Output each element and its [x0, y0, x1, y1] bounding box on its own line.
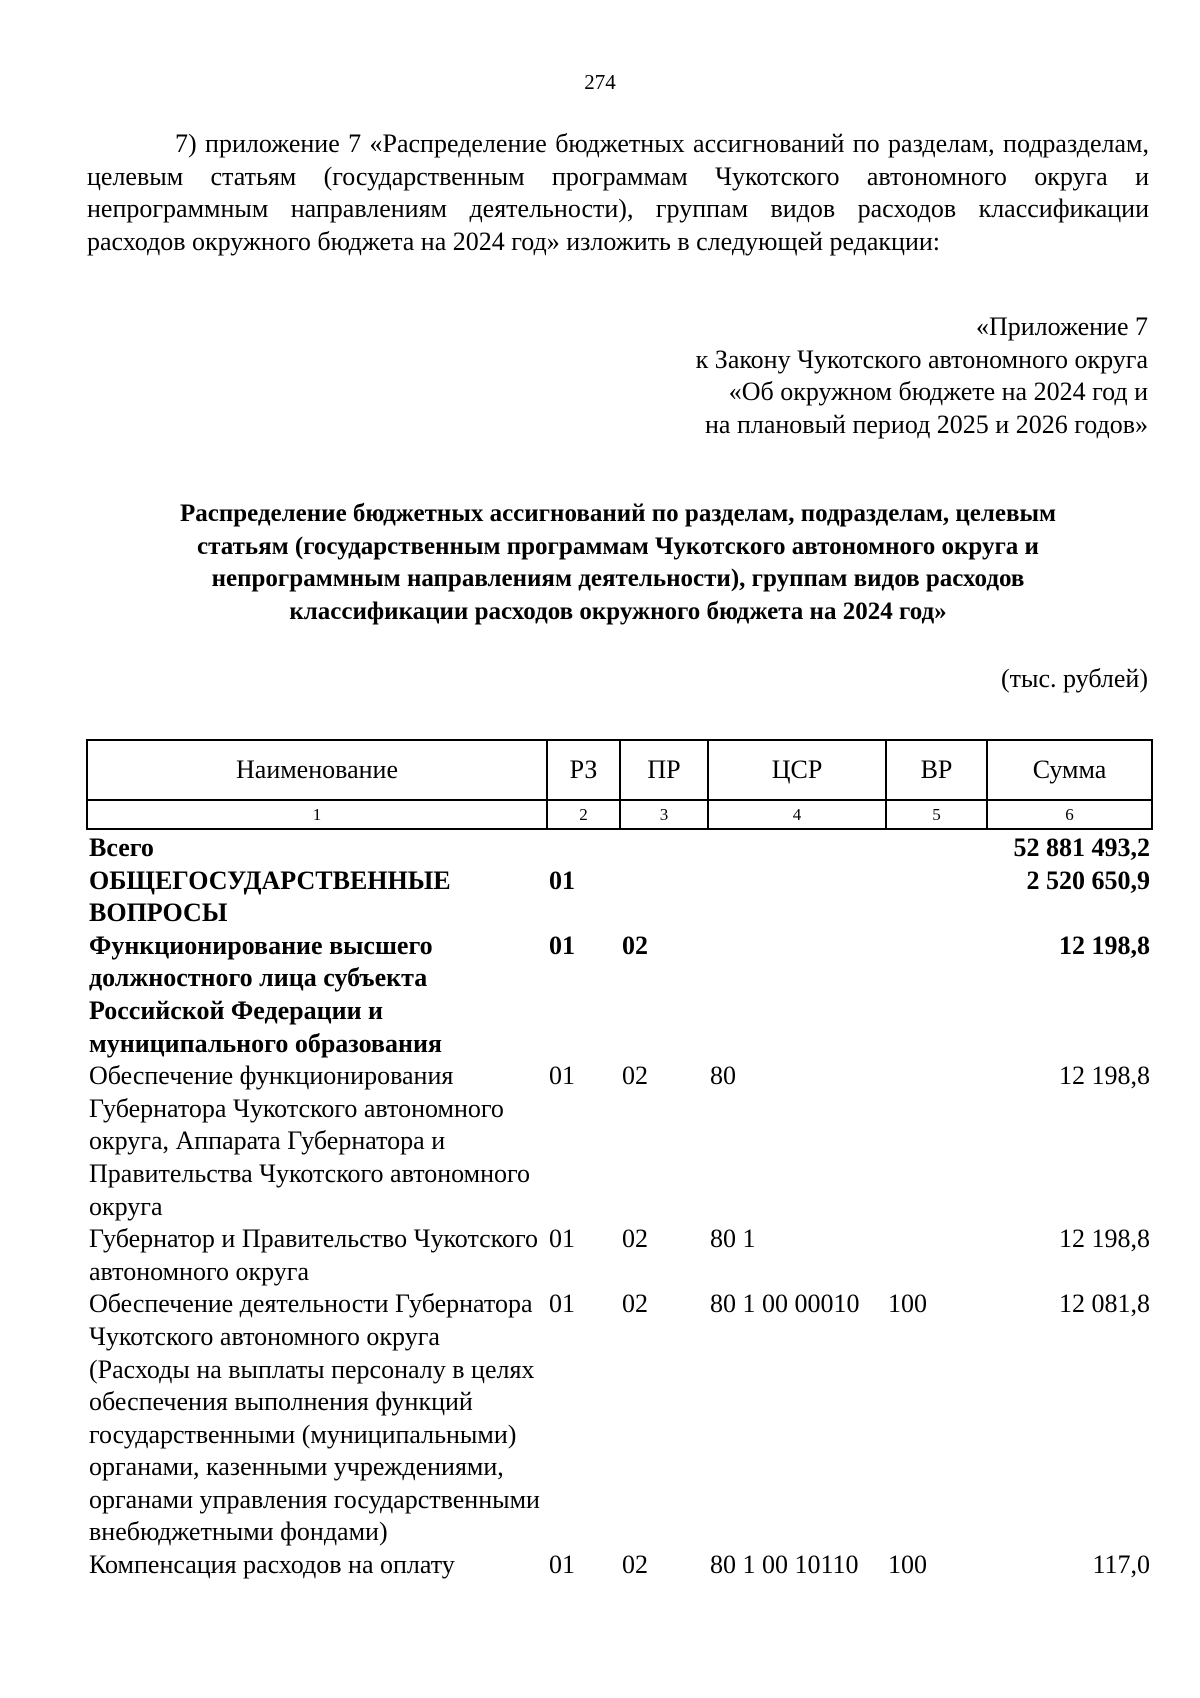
row-vr: 100 [888, 1550, 927, 1580]
row-name: Всего [89, 833, 154, 862]
appendix-ref-line: «Об окружном бюджете на 2024 год и [728, 377, 1148, 406]
document-title [87, 498, 1149, 628]
row-pr: 02 [622, 1061, 648, 1091]
row-name: Губернатор и Правительство Чукотского автономного округа [89, 1224, 538, 1286]
row-pr: 02 [622, 1224, 648, 1254]
row-csr [708, 865, 886, 930]
page-number: 274 [584, 70, 616, 94]
row-sum: 12 198,8 [1059, 930, 1150, 960]
column-number: 4 [708, 800, 886, 829]
column-number-row [87, 800, 1152, 829]
row-sum: 12 081,8 [1059, 1289, 1150, 1319]
row-pr [620, 829, 708, 865]
row-rz: 01 [549, 1061, 575, 1091]
row-vr [886, 930, 987, 1060]
table-row [87, 1060, 1152, 1223]
row-csr [708, 829, 886, 865]
row-vr [886, 829, 987, 865]
row-name: Обеспечение функционирования Губернатора Чукотского автономного округа, Аппарата Губернатора и Правительства Чукотского автономного округа [89, 1061, 531, 1221]
table-header-row [87, 740, 1152, 800]
table-row [87, 865, 1152, 930]
row-name: Функционирование высшего должностного лица субъекта Российской Федерации и муниципального образования [89, 930, 442, 1058]
title-line: непрограммным направлениям деятельности), группам видов расходов [211, 565, 1025, 592]
row-pr [620, 865, 708, 930]
row-pr: 02 [622, 930, 648, 960]
row-rz: 01 [549, 865, 575, 895]
table-row [87, 829, 1152, 865]
row-csr: 80 [710, 1061, 736, 1091]
header-name: Наименование [87, 740, 547, 800]
row-sum: 12 198,8 [1059, 1061, 1150, 1091]
row-name: Компенсация расходов на оплату [89, 1550, 455, 1580]
row-sum: 12 198,8 [1059, 1224, 1150, 1254]
row-rz: 01 [549, 930, 575, 960]
appendix-ref-line: к Закону Чукотского автономного округа [695, 344, 1148, 374]
title-line: Распределение бюджетных ассигнований по разделам, подразделам, целевым [179, 500, 1057, 527]
header-pr: ПР [620, 740, 708, 800]
row-csr [708, 930, 886, 1060]
column-number: 1 [87, 800, 547, 829]
row-rz [547, 829, 620, 865]
row-name: Обеспечение деятельности Губернатора Чукотского автономного округа (Расходы на выплаты персоналу в целях обеспечения выполнения функций государственными (муниципальными) органами, казенными учреждениями, органами управления государственными внебюджетными фондами) [89, 1289, 540, 1547]
title-line: статьям (государственным программам Чукотского автономного округа и [197, 532, 1039, 560]
row-rz: 01 [549, 1224, 575, 1254]
header-csr: ЦСР [708, 740, 886, 800]
row-rz: 01 [549, 1550, 575, 1580]
budget-table [86, 739, 1153, 1582]
row-pr: 02 [622, 1550, 648, 1580]
column-number: 5 [886, 800, 987, 829]
column-number: 2 [547, 800, 620, 829]
row-vr [886, 1223, 987, 1288]
header-sum: Сумма [987, 740, 1152, 800]
header-rz: РЗ [547, 740, 620, 800]
row-csr: 80 1 00 00010 [710, 1289, 860, 1319]
table-row [87, 1288, 1152, 1549]
row-rz: 01 [549, 1289, 575, 1319]
appendix-ref-line: «Приложение 7 [975, 312, 1148, 341]
row-csr: 80 1 [710, 1224, 756, 1254]
row-csr: 80 1 00 10110 [710, 1550, 859, 1580]
units-label: (тыс. рублей) [1000, 664, 1148, 693]
intro-paragraph: 7) приложение 7 «Распределение бюджетных ассигнований по разделам, подразделам, целевым статьям (государственным программам Чукотского автономного округа и непрограммным направлениям деятельности), группам видов расходов классификации расходов окружного бюджета на 2024 год» изложить в следующей редакции: [87, 129, 1149, 256]
table-row [87, 930, 1152, 1060]
row-sum: 52 881 493,2 [1013, 833, 1150, 862]
row-vr: 100 [888, 1289, 927, 1319]
table-row [87, 1223, 1152, 1288]
row-sum: 117,0 [1092, 1550, 1150, 1580]
column-number: 3 [620, 800, 708, 829]
table-row [87, 1549, 1152, 1582]
appendix-ref-line: на плановый период 2025 и 2026 годов» [705, 409, 1148, 439]
row-vr [886, 1060, 987, 1223]
row-vr [886, 865, 987, 930]
title-line: классификации расходов окружного бюджета на 2024 год» [289, 597, 947, 625]
column-number: 6 [987, 800, 1152, 829]
row-pr: 02 [622, 1289, 648, 1319]
row-name: ОБЩЕГОСУДАРСТВЕННЫЕ ВОПРОСЫ [89, 865, 451, 928]
appendix-reference [448, 311, 1148, 441]
header-vr: ВР [886, 740, 987, 800]
row-sum: 2 520 650,9 [1026, 865, 1150, 895]
